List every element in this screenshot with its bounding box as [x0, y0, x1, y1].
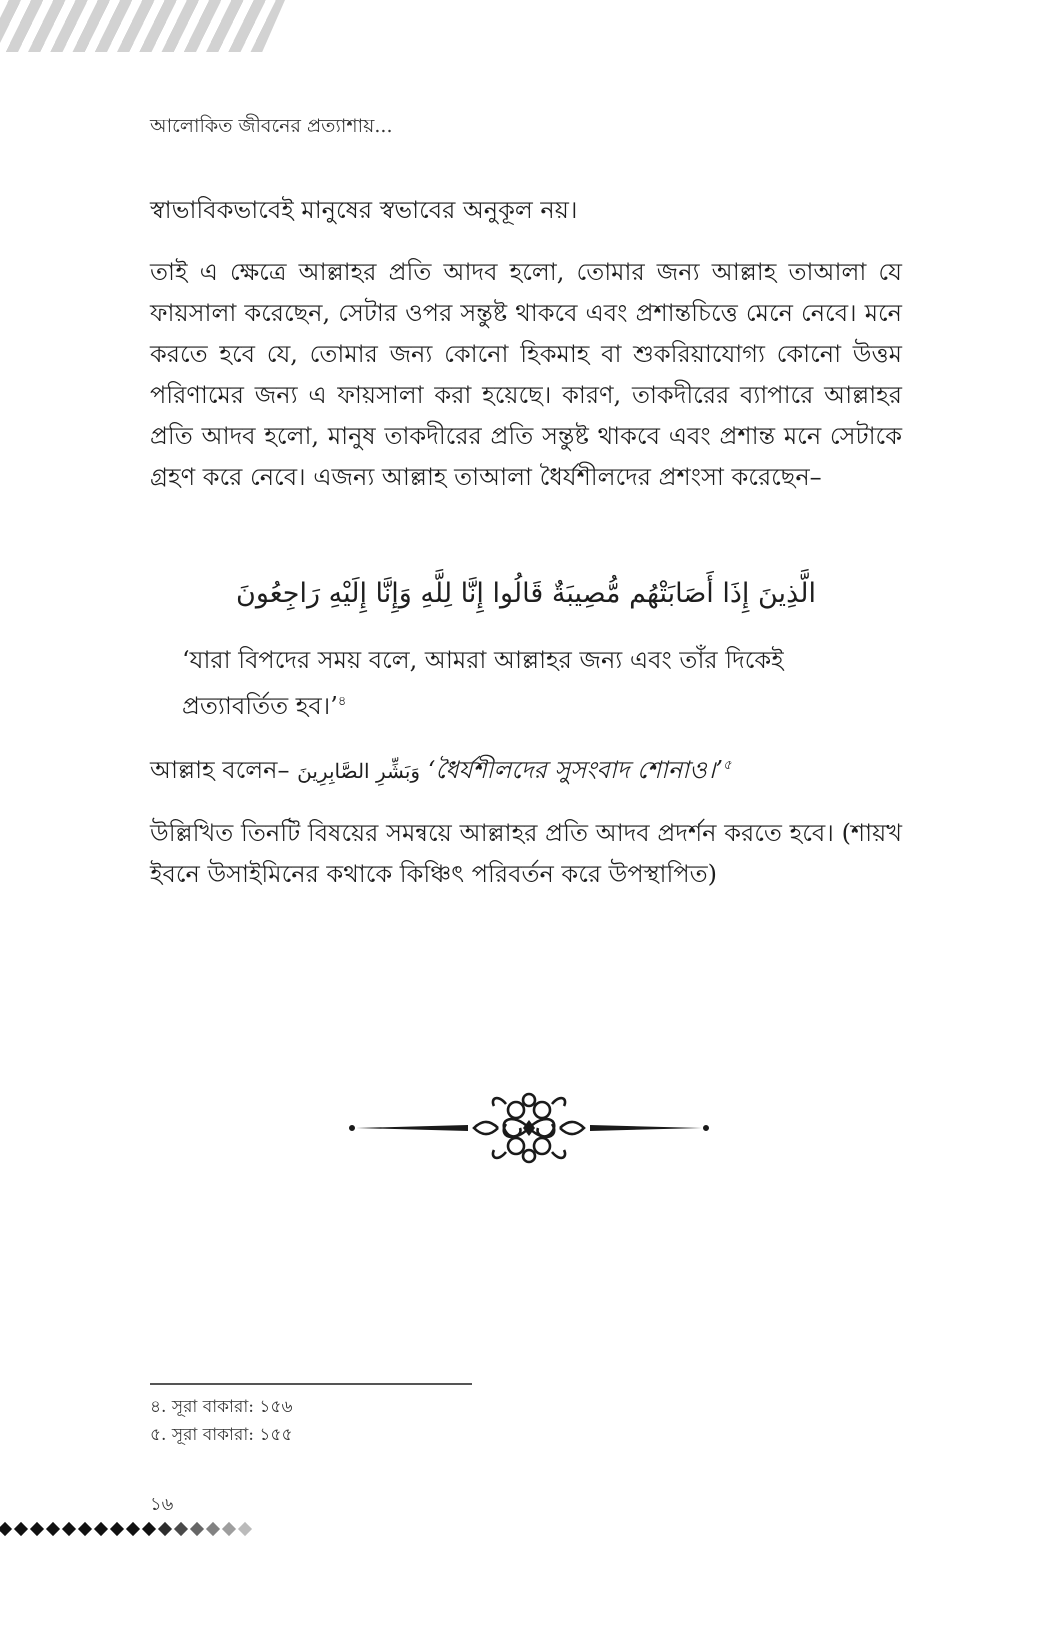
diamond-icon — [158, 1522, 172, 1536]
translation-text: ‘যারা বিপদের সময় বলে, আমরা আল্লাহর জন্য এবং তাঁর দিকেই প্রত্যাবর্তিত হব।’ — [182, 646, 784, 720]
diamond-icon — [0, 1522, 12, 1536]
paragraph-3 — [150, 745, 902, 792]
diamond-icon — [206, 1522, 220, 1536]
diamond-icon — [174, 1522, 188, 1536]
allah-says-label: আল্লাহ বলেন– — [150, 756, 290, 784]
diamond-icon — [94, 1522, 108, 1536]
footnote-ref-4[interactable]: ৪ — [337, 694, 347, 709]
diamond-icon — [190, 1522, 204, 1536]
diamond-icon — [14, 1522, 28, 1536]
running-header-title: আলোকিত জীবনের প্রত্যাশায়... — [150, 115, 393, 137]
diamond-icon — [126, 1522, 140, 1536]
arabic-verse: الَّذِينَ إِذَا أَصَابَتْهُم مُّصِيبَةٌ قَالُوا إِنَّا لِلَّهِ وَإِنَّا إِلَيْهِ رَاجِعُونَ — [236, 578, 816, 609]
verse-translation — [182, 640, 882, 727]
diamond-icon — [78, 1522, 92, 1536]
glad-tidings-text: ‘ধৈর্যশীলদের সুসংবাদ শোনাও।’ — [427, 756, 724, 784]
paragraph-4: উল্লিখিত তিনটি বিষয়ের সমন্বয়ে আল্লাহর প্রতি আদব প্রদর্শন করতে হবে। (শায়খ ইবনে উসাইমিনের কথাকে কিঞ্চিৎ পরিবর্তন করে উপস্থাপিত) — [150, 819, 902, 888]
diamond-icon — [62, 1522, 76, 1536]
arabic-inline-verse: وَبَشِّرِ الصَّابِرِينَ — [297, 759, 421, 783]
footnote-5: ৫. সূরা বাকারা: ১৫৫ — [150, 1425, 293, 1445]
flourish-ornament-icon — [348, 1082, 710, 1174]
header-stripe-decoration — [0, 0, 285, 52]
diamond-icon — [30, 1522, 44, 1536]
diamond-icon — [222, 1522, 236, 1536]
diamond-icon — [142, 1522, 156, 1536]
page-number: ১৬ — [150, 1494, 174, 1515]
footer-diamond-row — [0, 1520, 256, 1538]
diamond-icon — [238, 1522, 252, 1536]
paragraph-2: তাই এ ক্ষেত্রে আল্লাহর প্রতি আদব হলো, তোমার জন্য আল্লাহ তাআলা যে ফায়সালা করেছেন, সেটার ওপর সন্তুষ্ট থাকবে এবং প্রশান্তচিত্তে মেনে নেবে। মনে করতে হবে যে, তোমার জন্য কোনো হিকমাহ বা শুকরিয়াযোগ্য কোনো উত্তম পরিণামের জন্য এ ফায়সালা করা হয়েছে। কারণ, তাকদীরের ব্যাপারে আল্লাহর প্রতি আদব হলো, মানুষ তাকদীরের প্রতি সন্তুষ্ট থাকবে এবং প্রশান্ত মনে সেটাকে গ্রহণ করে নেবে। এজন্য আল্লাহ তাআলা ধৈর্যশীলদের প্রশংসা করেছেন– — [150, 258, 902, 491]
diamond-icon — [46, 1522, 60, 1536]
footnotes — [150, 1393, 293, 1449]
paragraph-1: স্বাভাবিকভাবেই মানুষের স্বভাবের অনুকূল নয়। — [150, 196, 578, 224]
footnote-ref-5[interactable]: ৫ — [723, 758, 732, 773]
diamond-icon — [110, 1522, 124, 1536]
footnote-4: ৪. সূরা বাকারা: ১৫৬ — [150, 1397, 293, 1417]
footnote-divider — [150, 1383, 472, 1385]
